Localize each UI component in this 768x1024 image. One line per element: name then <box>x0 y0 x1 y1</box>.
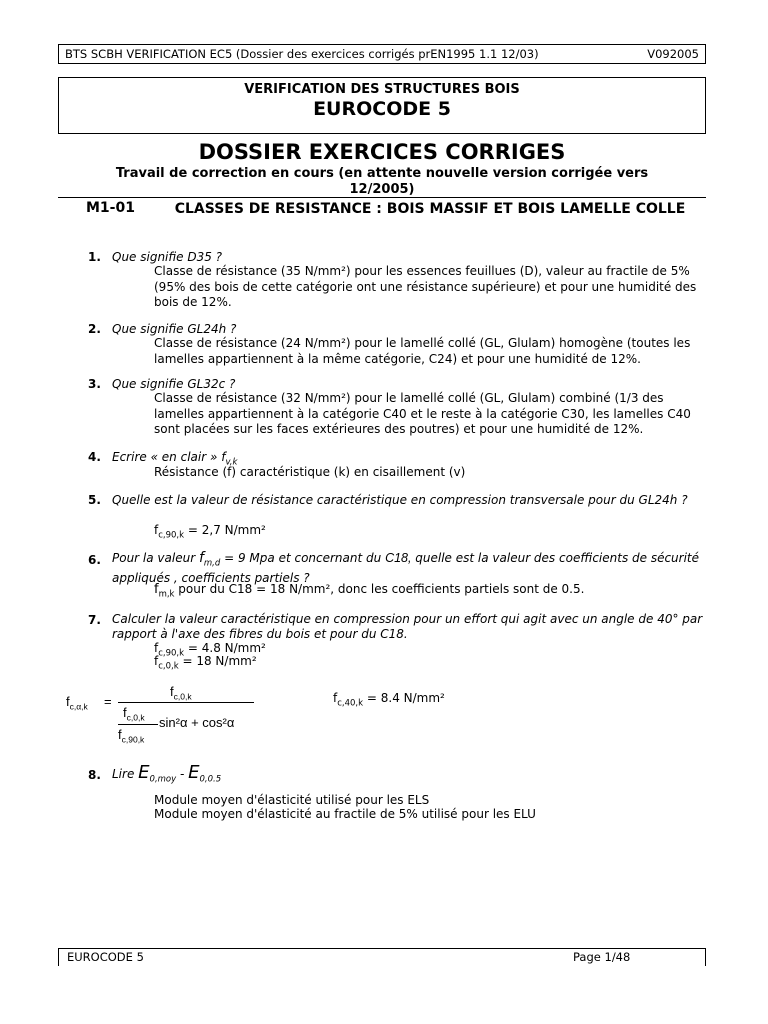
q2-question: Que signifie GL24h ? <box>112 322 237 336</box>
q4-symbol-sub: v,k <box>225 457 238 468</box>
q1-question: Que signifie D35 ? <box>112 250 223 264</box>
q7-ans1-symbol: f <box>154 641 159 655</box>
q6-number: 6. <box>88 553 101 567</box>
q5-answer-symbol: f <box>154 523 159 537</box>
formula-lhs <box>66 694 88 712</box>
section-rule <box>58 197 706 198</box>
formula-main-fraction-line <box>118 702 254 703</box>
q8-answer-2: Module moyen d'élasticité au fractile de 5% utilisé pour les ELU <box>154 807 536 821</box>
q1-number: 1. <box>88 250 101 264</box>
q7-result-sub: c,40,k <box>337 698 364 709</box>
formula-numerator <box>170 684 192 702</box>
q6-grade: C18, <box>385 551 412 565</box>
q2-number: 2. <box>88 322 101 336</box>
q8-dash: - <box>176 767 189 781</box>
header-version: V092005 <box>647 47 699 61</box>
q4-symbol <box>221 450 238 468</box>
formula-equals: = <box>104 694 112 709</box>
q3-number: 3. <box>88 377 101 391</box>
q7-number: 7. <box>88 613 101 627</box>
q8-e1-sub: 0,moy <box>149 774 177 785</box>
running-footer <box>58 948 706 966</box>
footer-title: EUROCODE 5 <box>67 950 144 964</box>
title-box <box>58 77 706 134</box>
q8-number: 8. <box>88 768 101 782</box>
running-header <box>58 44 706 64</box>
q6-symbol: f <box>198 550 204 566</box>
formula-lhs-sub: c,α,k <box>69 701 88 712</box>
q6-text-pre: Pour la valeur <box>112 551 199 565</box>
q8-text-pre: Lire <box>112 767 139 781</box>
q5-answer <box>154 523 266 544</box>
section-code: M1-01 <box>86 200 135 216</box>
q3-answer: Classe de résistance (32 N/mm²) pour le lamellé collé (GL, Glulam) combiné (1/3 des lamelles appartiennent à la catégorie C40 et le reste à la catégorie C30, les lamelles C40 sont placées sur les faces extérieures des poutres) et pour une humidité de 12%. <box>154 391 691 436</box>
formula-inner-num-f: f <box>123 705 127 720</box>
title-line-2: EUROCODE 5 <box>313 98 451 120</box>
q1-answer: Classe de résistance (35 N/mm²) pour les essences feuillues (D), valeur au fractile de 5% (95% des bois de cette catégorie ont une résistance supérieure) et pour une humidité des bois de 12%. <box>154 264 697 309</box>
q5-answer-sub: c,90,k <box>158 530 185 541</box>
q6-text-post: quelle est la valeur des coefficients de sécurité appliqués , coefficients partiels ? <box>112 551 700 586</box>
formula-num-sub: c,0,k <box>173 691 192 702</box>
q5-answer-value: = 2,7 N/mm² <box>184 523 266 537</box>
footer-page-number: Page 1/48 <box>573 950 631 964</box>
main-title: DOSSIER EXERCICES CORRIGES <box>198 140 566 164</box>
formula-inner-denominator <box>118 727 144 745</box>
q6-answer-symbol: f <box>154 582 159 597</box>
q3-question: Que signifie GL32c ? <box>112 377 236 391</box>
formula-lhs-f: f <box>66 694 70 709</box>
formula-inner-den-sub: c,90,k <box>121 734 145 745</box>
q2-answer: Classe de résistance (24 N/mm²) pour le lamellé collé (GL, Glulam) homogène (toutes les lamelles appartiennent à la même catégorie, C24) et pour une humidité de 12%. <box>154 336 691 366</box>
section-title: CLASSES DE RESISTANCE : BOIS MASSIF ET BOIS LAMELLE COLLE <box>174 201 686 217</box>
q6-text-mid: = 9 Mpa et concernant du <box>220 551 386 565</box>
q4-question-text: Ecrire « en clair » <box>112 450 222 464</box>
q7-ans2-symbol: f <box>154 654 159 668</box>
q6-answer-sub: m,k <box>158 589 175 600</box>
q6-symbol-sub: m,d <box>203 558 221 569</box>
q7-ans2-sub: c,0,k <box>158 661 179 672</box>
q5-number: 5. <box>88 493 101 507</box>
q8-e1: E <box>138 762 150 783</box>
formula-trig: sin²α + cos²α <box>159 715 235 730</box>
q7-result <box>333 691 445 712</box>
formula-inner-den-f: f <box>118 727 122 742</box>
q5-question: Quelle est la valeur de résistance caractéristique en compression transversale pour du GL24h ? <box>112 493 688 507</box>
formula-inner-numerator <box>123 705 145 723</box>
q7-question: Calculer la valeur caractéristique en compression pour un effort qui agit avec un angle de 40° par rapport à l'axe des fibres du bois et pour du C18. <box>112 612 703 641</box>
q7-ans1-sub: c,90,k <box>158 648 185 659</box>
formula-inner-num-sub: c,0,k <box>126 712 145 723</box>
q6-answer <box>154 582 584 603</box>
q4-symbol-f: f <box>221 450 226 464</box>
subtitle: Travail de correction en cours (en attente nouvelle version corrigée vers 12/2005) <box>115 166 649 197</box>
q8-e2-sub: 0,0.5 <box>199 774 222 785</box>
formula-num-f: f <box>170 684 174 699</box>
formula-inner-fraction-line <box>118 724 158 725</box>
q8-question <box>112 762 221 784</box>
q8-answer-1: Module moyen d'élasticité utilisé pour les ELS <box>154 793 430 807</box>
title-line-1: VERIFICATION DES STRUCTURES BOIS <box>244 82 520 97</box>
q7-result-symbol: f <box>333 691 338 705</box>
q8-e2: E <box>188 762 200 783</box>
q7-answer-2 <box>154 655 257 673</box>
q6-answer-value: pour du C18 = 18 N/mm², donc les coefficients partiels sont de 0.5. <box>174 582 585 596</box>
q4-number: 4. <box>88 450 101 464</box>
header-title: BTS SCBH VERIFICATION EC5 (Dossier des exercices corrigés prEN1995 1.1 12/03) <box>65 47 539 61</box>
q7-result-value: = 8.4 N/mm² <box>363 691 445 705</box>
q4-answer: Résistance (f) caractéristique (k) en cisaillement (v) <box>154 465 466 479</box>
q7-ans2-value: = 18 N/mm² <box>178 654 257 668</box>
q7-ans1-value: = 4.8 N/mm² <box>184 641 266 655</box>
